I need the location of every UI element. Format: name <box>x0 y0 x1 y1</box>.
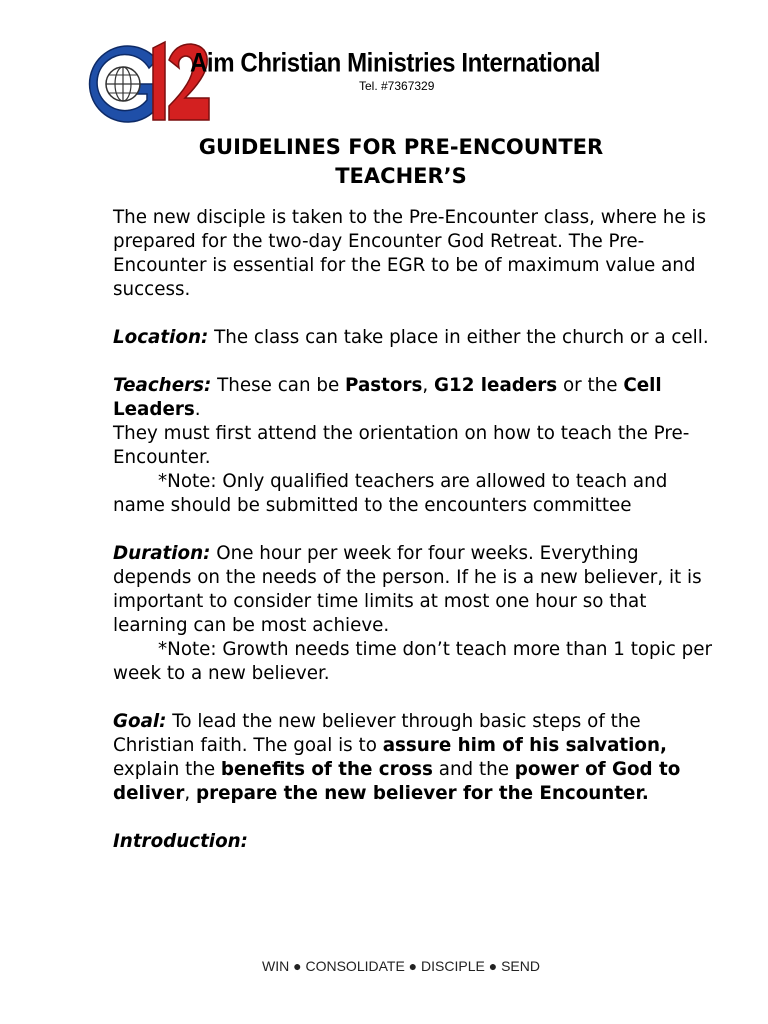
goal-bold-3: power of God to deliver <box>113 759 681 804</box>
telephone-number: Tel. #7367329 <box>359 79 435 93</box>
duration-label: Duration: <box>113 543 211 564</box>
teachers-note <box>113 470 713 518</box>
organization-name: Aim Christian Ministries International <box>190 48 601 79</box>
page-title <box>0 133 768 191</box>
teachers-g12-leaders: G12 leaders <box>433 375 558 396</box>
goal-text-3: and the <box>432 759 515 780</box>
teachers-cell-leaders: Cell Leaders <box>113 375 662 420</box>
duration-note <box>113 638 713 686</box>
goal-text-1: To lead the new believer through basic steps of the Christian faith. The goal is to <box>113 711 641 756</box>
teachers-label: Teachers: <box>113 375 212 396</box>
teachers-comma: , <box>422 375 434 396</box>
goal-paragraph <box>113 710 713 806</box>
goal-bold-4: prepare the new believer for the Encounter. <box>195 783 649 804</box>
goal-text-4: , <box>184 783 196 804</box>
location-label: Location: <box>113 327 209 348</box>
teachers-orientation: They must first attend the orientation on how to teach the Pre-Encounter. <box>113 423 690 468</box>
duration-paragraph <box>113 542 713 638</box>
title-line-1: GUIDELINES FOR PRE-ENCOUNTER <box>198 135 604 159</box>
title-line-2: TEACHER’S <box>335 164 467 188</box>
footer-tagline: WIN ● CONSOLIDATE ● DISCIPLE ● SEND <box>262 958 540 974</box>
duration-text: One hour per week for four weeks. Everything depends on the needs of the person. If he is a new believer, it is important to consider time limits at most one hour so that learning can be most achieve. <box>113 543 702 636</box>
goal-label: Goal: <box>113 711 167 732</box>
teachers-pastors: Pastors <box>345 375 423 396</box>
location-text: The class can take place in either the church or a cell. <box>208 327 709 348</box>
document-body <box>113 206 713 854</box>
teachers-period: . <box>194 399 201 420</box>
globe-icon <box>106 67 140 101</box>
teachers-or: or the <box>557 375 624 396</box>
intro-paragraph: The new disciple is taken to the Pre-Encounter class, where he is prepared for the two-day Encounter God Retreat. The Pre-Encounter is essential for the EGR to be of maximum value and success. <box>113 207 706 300</box>
introduction-label: Introduction: <box>113 831 248 852</box>
goal-bold-1: assure him of his salvation, <box>382 735 667 756</box>
duration-note-text: *Note: Growth needs time don’t teach more than 1 topic per week to a new believer. <box>113 639 712 684</box>
goal-bold-2: benefits of the cross <box>220 759 433 780</box>
introduction-heading <box>113 830 713 854</box>
teachers-text: These can be <box>211 375 346 396</box>
teachers-note-text: *Note: Only qualified teachers are allowed to teach and name should be submitted to the encounters committee <box>113 471 668 516</box>
location-paragraph <box>113 326 713 350</box>
teachers-paragraph <box>113 374 713 422</box>
goal-text-2: explain the <box>113 759 221 780</box>
